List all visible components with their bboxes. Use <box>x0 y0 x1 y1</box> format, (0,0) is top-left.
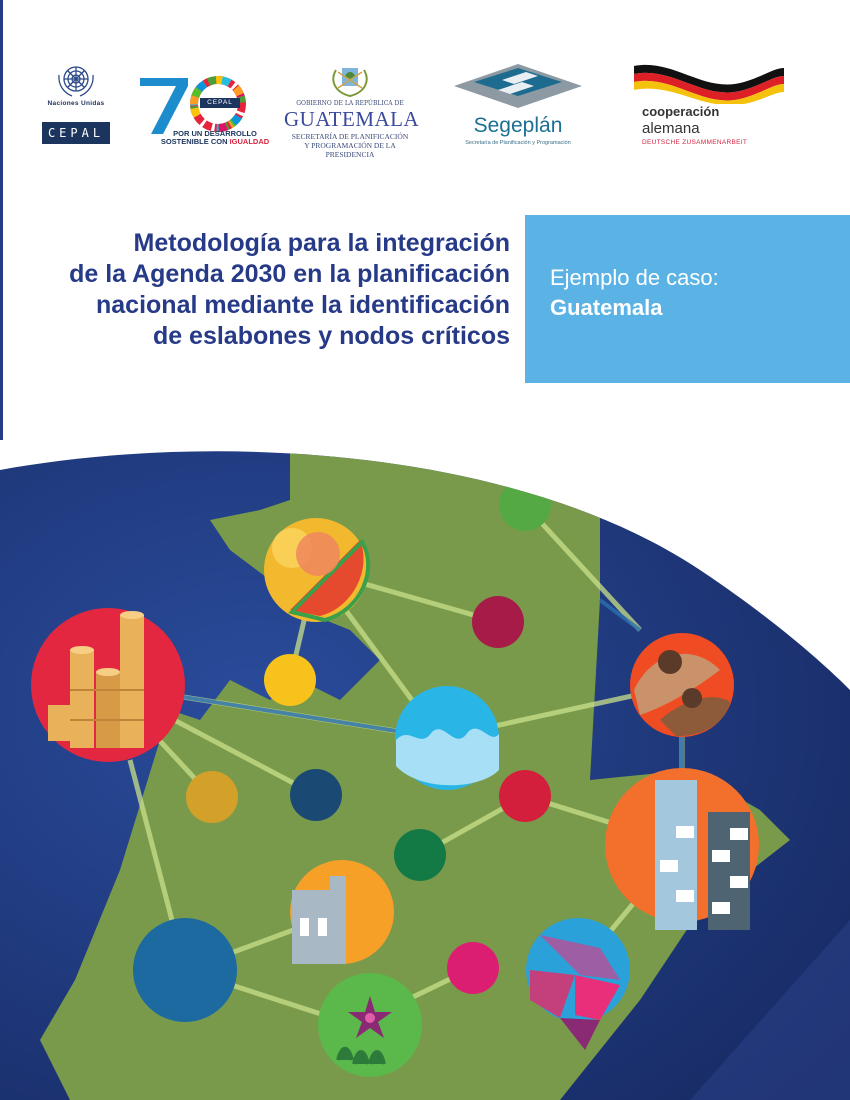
magenta-small-node <box>447 942 499 994</box>
green-dark-node <box>394 829 446 881</box>
hands-icon <box>658 650 682 674</box>
people-node <box>630 633 734 737</box>
cepal-70-tagline <box>160 130 270 146</box>
red-small-node <box>499 770 551 822</box>
cepal-wordmark: CEPAL <box>42 122 110 144</box>
title-line: de la Agenda 2030 en la planificación <box>69 260 510 288</box>
red-industry-node <box>31 608 185 762</box>
guatemala-government-logo <box>284 60 420 159</box>
secretaria-line2: Y PROGRAMACIÓN DE LA PRESIDENCIA <box>304 141 396 159</box>
water-node <box>395 686 499 790</box>
segeplan-subtitle: Secretaría de Planificación y Programación <box>465 140 571 146</box>
network-map-illustration <box>0 440 850 1100</box>
gov-label: GOBIERNO DE LA REPÚBLICA DE <box>296 100 404 107</box>
german-flag-ribbon-icon <box>634 60 794 104</box>
title-line: de eslabones y nodos críticos <box>152 322 510 350</box>
wine-small-node <box>472 596 524 648</box>
secretaria-line1: SECRETARÍA DE PLANIFICACIÓN <box>291 132 409 141</box>
green-small-node <box>499 479 551 531</box>
segeplan-logo <box>452 62 584 152</box>
partner-logos <box>0 0 850 180</box>
cepal-badge: CEPAL <box>200 98 240 108</box>
seventy-icon <box>136 74 260 134</box>
yellow-fruit-node <box>264 518 368 622</box>
title-line: Metodología para la integración <box>133 229 510 257</box>
case-study-country: Guatemala <box>550 295 663 320</box>
flower-node <box>318 973 422 1077</box>
segeplan-emblem-icon <box>452 62 584 112</box>
coop-line2: alemana <box>642 120 700 137</box>
segeplan-wordmark: Segeplán <box>473 114 563 137</box>
tagline-accent: IGUALDAD <box>229 137 270 146</box>
case-study-box <box>525 215 850 383</box>
factory-node <box>290 860 394 964</box>
un-caption: Naciones Unidas <box>47 100 105 107</box>
ochre-small-node <box>186 771 238 823</box>
waves-icon <box>396 729 499 786</box>
case-study-label: Ejemplo de caso: <box>550 265 719 290</box>
navy-small-node <box>290 769 342 821</box>
report-title <box>60 228 510 352</box>
blue-large-node <box>133 918 237 1022</box>
guatemala-wordmark: GUATEMALA <box>284 107 420 131</box>
title-line: nacional mediante la identificación <box>96 291 510 319</box>
tagline-line1: POR UN DESARROLLO <box>173 129 257 138</box>
yellow-small-node <box>264 654 316 706</box>
tagline-line2: SOSTENIBLE CON <box>160 137 230 146</box>
cooperacion-alemana-logo <box>634 60 794 154</box>
cepal-70-logo <box>136 74 270 152</box>
coop-line3: DEUTSCHE ZUSAMMENARBEIT <box>642 139 748 146</box>
coop-line1: cooperación <box>642 104 720 119</box>
un-emblem-icon <box>40 60 112 100</box>
coat-of-arms-icon <box>284 60 416 100</box>
un-cepal-logo <box>40 60 112 150</box>
